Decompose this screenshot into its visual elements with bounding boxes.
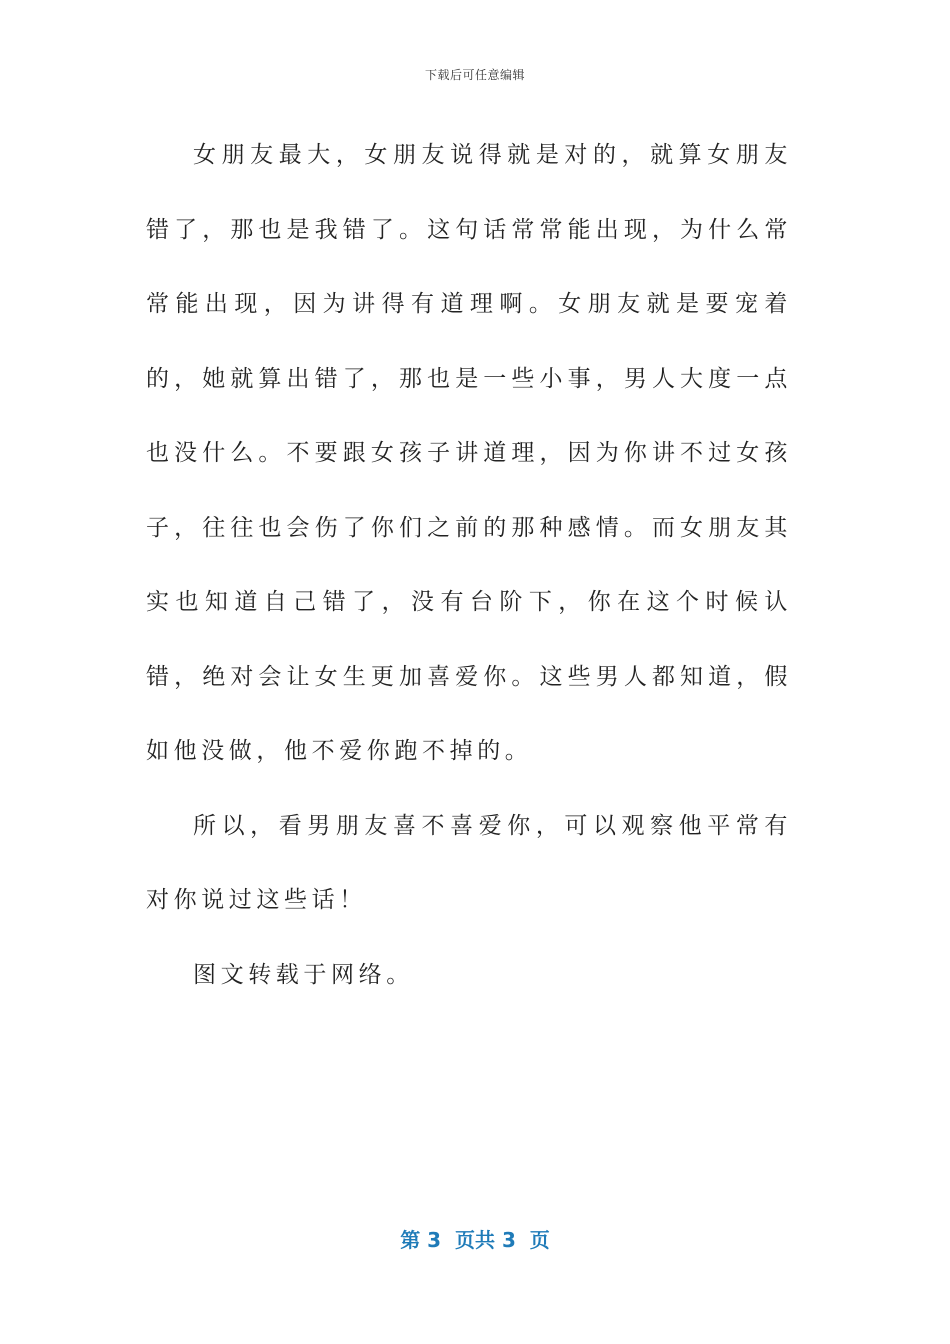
paragraph-1: 女朋友最大，女朋友说得就是对的，就算女朋友错了，那也是我错了。这句话常常能出现，为什么常常能出现，因为讲得有道理啊。女朋友就是要宠着的，她就算出错了，那也是一些小事，男人大度一点也没什么。不要跟女孩子讲道理，因为你讲不过女孩子，往往也会伤了你们之前的那种感情。而女朋友其实也知道自己错了，没有台阶下，你在这个时候认错，绝对会让女生更加喜爱你。这些男人都知道，假如他没做，他不爱你跑不掉的。: [146, 142, 792, 764]
header-note: 下载后可任意编辑: [424, 68, 525, 82]
paragraph-3: 图文转载于网络。: [193, 961, 414, 988]
page-number-footer: 第 3 页共 3 页: [400, 1228, 550, 1252]
paragraph-2: 所以，看男朋友喜不喜爱你，可以观察他平常有对你说过这些话！: [146, 812, 792, 913]
document-body: [146, 118, 792, 1012]
